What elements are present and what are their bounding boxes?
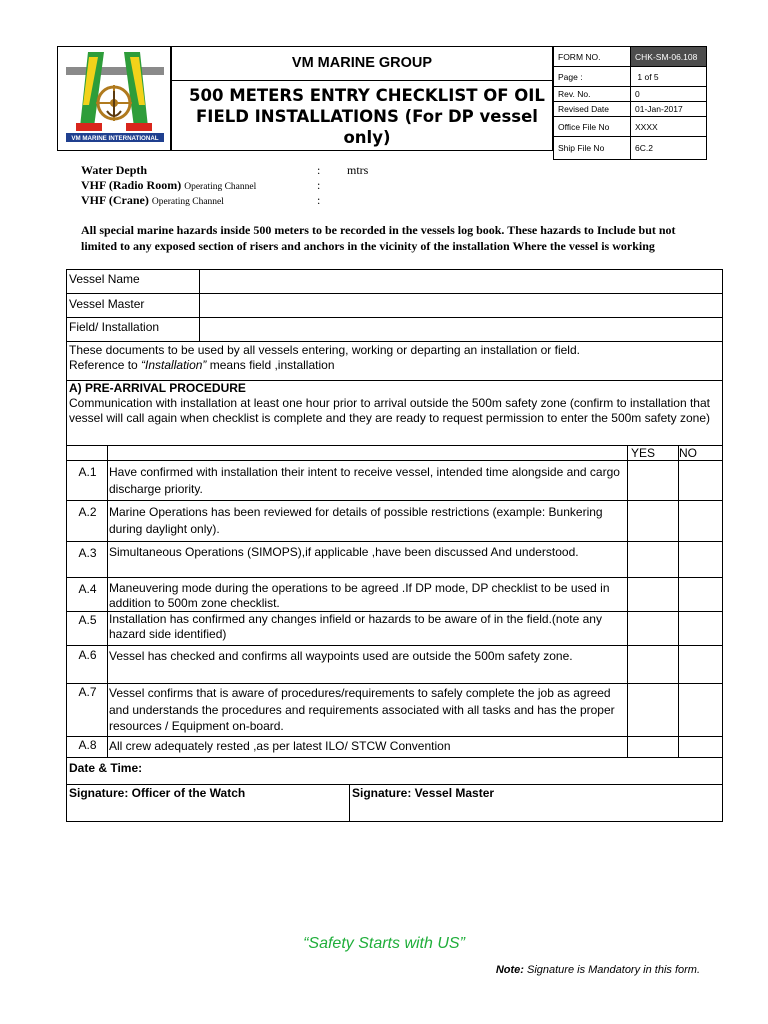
- checklist-item: [66, 461, 723, 501]
- meta-value: XXXX: [631, 117, 707, 137]
- signature-note: Note: Signature is Mandatory in this form.: [495, 964, 700, 976]
- meta-value: 01-Jan-2017: [631, 102, 707, 117]
- item-number: A.6: [78, 648, 97, 662]
- vessel-master-input[interactable]: [200, 294, 722, 317]
- meta-key: Rev. No.: [554, 87, 631, 102]
- item-text: Installation has confirmed any changes infield or hazards to be aware of in the field.(note any hazard side identified): [109, 612, 602, 641]
- yes-column-header: YES: [631, 446, 656, 460]
- meta-key: Ship File No: [554, 137, 631, 160]
- item-number: A.3: [78, 546, 97, 560]
- yes-checkbox[interactable]: [628, 578, 678, 611]
- section-a-header: [66, 381, 723, 446]
- master-signature-field[interactable]: [350, 802, 722, 821]
- yes-checkbox[interactable]: [628, 461, 678, 500]
- no-checkbox[interactable]: [679, 737, 722, 757]
- meta-row: [554, 87, 707, 102]
- yes-checkbox[interactable]: [628, 612, 678, 645]
- company-logo: [58, 47, 170, 150]
- item-text: Simultaneous Operations (SIMOPS),if applicable ,have been discussed And understood.: [109, 545, 579, 559]
- item-number: A.2: [78, 505, 97, 519]
- checklist-item: [66, 646, 723, 684]
- officer-signature-label: Signature: Officer of the Watch: [69, 786, 246, 800]
- item-number: A.1: [78, 465, 97, 479]
- signature-row: [66, 785, 723, 822]
- divider: [107, 501, 108, 541]
- meta-row: [554, 117, 707, 137]
- item-number: A.7: [78, 685, 97, 699]
- divider: [107, 461, 108, 500]
- vessel-name-input[interactable]: [200, 270, 722, 293]
- divider: [107, 542, 108, 577]
- meta-row: [554, 137, 707, 160]
- meta-value: 1 of 5: [631, 67, 707, 87]
- meta-key: Office File No: [554, 117, 631, 137]
- checklist-item: [66, 542, 723, 578]
- divider: [107, 684, 108, 736]
- vessel-name-label: Vessel Name: [69, 272, 140, 286]
- water-depth-label: Water Depth: [81, 163, 148, 177]
- document-title: 500 METERS ENTRY CHECKLIST OF OIL FIELD INSTALLATIONS (For DP vessel only): [189, 86, 545, 147]
- master-signature-label: Signature: Vessel Master: [352, 786, 495, 800]
- item-text: Marine Operations has been reviewed for details of possible restrictions (example: Bunkering during daylight only).: [109, 505, 603, 536]
- field-installation-row: [66, 318, 723, 342]
- vessel-master-label: Vessel Master: [69, 297, 145, 311]
- meta-key: Revised Date: [554, 102, 631, 117]
- item-text: Vessel has checked and confirms all waypoints used are outside the 500m safety zone.: [109, 649, 573, 663]
- checklist-item: [66, 612, 723, 646]
- meta-value: 6C.2: [631, 137, 707, 160]
- title-cell: [171, 46, 553, 151]
- meta-row: [554, 47, 707, 67]
- meta-row: [554, 67, 707, 87]
- checklist-item: [66, 501, 723, 542]
- item-text: Have confirmed with installation their intent to receive vessel, intended time alongside and cargo discharge priority.: [109, 465, 620, 496]
- field-installation-input[interactable]: [200, 318, 722, 341]
- meta-row: [554, 102, 707, 117]
- no-column-header: NO: [679, 446, 697, 460]
- usage-line-1: These documents to be used by all vessels entering, working or departing an installation or field.: [69, 343, 580, 357]
- divider: [172, 80, 552, 81]
- meta-key: Page :: [554, 67, 631, 87]
- field-installation-label: Field/ Installation: [69, 320, 160, 334]
- section-title: A) PRE-ARRIVAL PROCEDURE: [69, 381, 246, 395]
- logo-text: VM MARINE INTERNATIONAL: [71, 135, 159, 142]
- officer-signature-field[interactable]: [67, 802, 349, 821]
- org-name: VM MARINE GROUP: [291, 55, 433, 71]
- logo-cell: [57, 46, 171, 151]
- no-checkbox[interactable]: [679, 612, 722, 645]
- checklist-item: [66, 737, 723, 758]
- no-checkbox[interactable]: [679, 646, 722, 683]
- yes-no-header-row: [66, 446, 723, 461]
- vhf-crane-label: VHF (Crane) Operating Channel: [81, 193, 224, 207]
- divider: [107, 737, 108, 757]
- divider: [107, 612, 108, 645]
- divider: [107, 446, 108, 460]
- meta-key: FORM NO.: [554, 47, 631, 67]
- safety-slogan: “Safety Starts with US”: [303, 935, 465, 952]
- vhf-radio-label: VHF (Radio Room) Operating Channel: [81, 178, 257, 192]
- item-number: A.8: [78, 738, 97, 752]
- checklist-item: [66, 578, 723, 612]
- water-depth-unit: mtrs: [347, 163, 369, 177]
- usage-note: [66, 342, 723, 381]
- usage-line-2: Reference to “Installation” means field ,installation: [69, 358, 335, 372]
- date-time-row: [66, 758, 723, 785]
- document-meta-table: [553, 46, 707, 160]
- vessel-master-row: [66, 294, 723, 318]
- yes-checkbox[interactable]: [628, 542, 678, 577]
- item-text: All crew adequately rested ,as per latest ILO/ STCW Convention: [109, 739, 451, 753]
- yes-checkbox[interactable]: [628, 684, 678, 736]
- meta-value: CHK-SM-06.108: [631, 47, 707, 67]
- colon: :: [317, 178, 321, 192]
- yes-checkbox[interactable]: [628, 501, 678, 541]
- item-number: A.4: [78, 582, 97, 596]
- yes-checkbox[interactable]: [628, 646, 678, 683]
- item-number: A.5: [78, 613, 97, 627]
- no-checkbox[interactable]: [679, 542, 722, 577]
- no-checkbox[interactable]: [679, 684, 722, 736]
- section-intro: Communication with installation at least one hour prior to arrival outside the 500m safety zone (confirm to installation that vessel will call again when checklist is complete and they are ready to request permission to enter the 500m safety zone): [69, 396, 710, 425]
- date-time-label: Date & Time:: [69, 761, 143, 775]
- colon: :: [317, 163, 321, 177]
- divider: [627, 446, 628, 460]
- hazard-note: All special marine hazards inside 500 meters to be recorded in the vessels log book. These hazards to Include but not limited to any exposed section of risers and anchors in the vicinity of the installation Where the vessel is working: [81, 223, 676, 253]
- item-text: Vessel confirms that is aware of procedures/requirements to safely complete the job as agreed and understands the procedures and requirements associated with all tasks and has the proper resources / Equipment on-board.: [109, 686, 615, 733]
- divider: [107, 578, 108, 611]
- yes-checkbox[interactable]: [628, 737, 678, 757]
- no-checkbox[interactable]: [679, 578, 722, 611]
- no-checkbox[interactable]: [679, 461, 722, 500]
- date-time-input[interactable]: [157, 758, 722, 784]
- vessel-name-row: [66, 269, 723, 294]
- item-text: Maneuvering mode during the operations to be agreed .If DP mode, DP checklist to be used in addition to 500m zone checklist.: [109, 581, 610, 610]
- colon: :: [317, 193, 321, 207]
- checklist-item: [66, 684, 723, 737]
- no-checkbox[interactable]: [679, 501, 722, 541]
- divider: [107, 646, 108, 683]
- meta-value: 0: [631, 87, 707, 102]
